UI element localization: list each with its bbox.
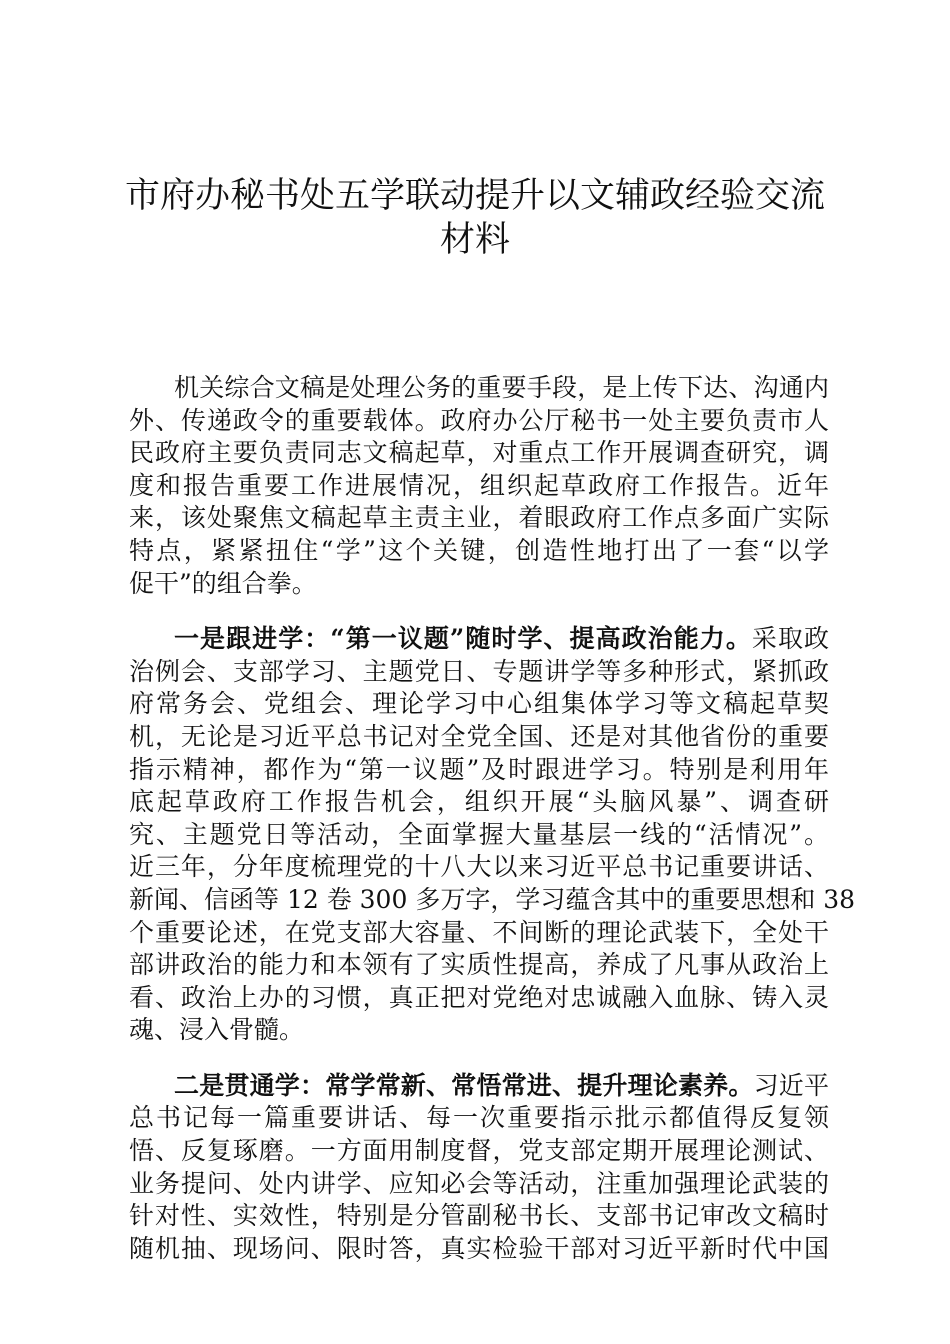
text-line: 魂、浸入骨髓。 [129, 1015, 305, 1045]
text-line: 究、主题党日等活动，全面掌握大量基层一线的“活情况”。 [129, 819, 829, 849]
text-line: 特点，紧紧扭住“学”这个关键，创造性地打出了一套“以学 [129, 535, 829, 565]
paragraph-heading: 一是跟进学：“第一议题”随时学、提高政治能力。 [174, 624, 752, 654]
text-line: 机，无论是习近平总书记对全党全国、还是对其他省份的重要 [129, 721, 829, 751]
text-line: 底起草政府工作报告机会，组织开展“头脑风暴”、调查研 [129, 787, 829, 817]
text-line: 府常务会、党组会、理论学习中心组集体学习等文稿起草契 [129, 689, 829, 719]
text-line: 业务提问、处内讲学、应知必会等活动，注重加强理论武装的 [129, 1168, 829, 1198]
text-fragment: 采取政 [751, 624, 829, 654]
paragraph-integrated-study [129, 1070, 829, 1266]
text-line: 随机抽、现场问、限时答，真实检验干部对习近平新时代中国 [129, 1233, 829, 1263]
text-line: 悟、反复琢磨。一方面用制度督，党支部定期开展理论测试、 [129, 1136, 829, 1166]
text-line: 新闻、信函等 12 卷 300 多万字，学习蕴含其中的重要思想和 38 [129, 884, 856, 914]
text-line: 外、传递政令的重要载体。政府办公厅秘书一处主要负责市人 [129, 405, 829, 435]
text-line: 针对性、实效性，特别是分管副秘书长、支部书记审改文稿时 [129, 1201, 829, 1231]
text-line: 机关综合文稿是处理公务的重要手段，是上传下达、沟通内 [174, 373, 829, 402]
title-line-1: 市府办秘书处五学联动提升以文辅政经验交流 [124, 176, 825, 216]
text-line: 指示精神，都作为“第一议题”及时跟进学习。特别是利用年 [129, 754, 829, 784]
text-line: 促干”的组合拳。 [129, 568, 317, 598]
text-line: 总书记每一篇重要讲话、每一次重要指示批示都值得反复领 [129, 1103, 829, 1133]
title-line-2: 材料 [439, 220, 510, 260]
text-line: 近三年，分年度梳理党的十八大以来习近平总书记重要讲话、 [129, 852, 829, 882]
paragraph-intro [129, 372, 829, 600]
text-line: 度和报告重要工作进展情况，组织起草政府工作报告。近年 [129, 470, 829, 500]
text-fragment: 习近平 [753, 1070, 829, 1100]
document-body [129, 372, 856, 1288]
text-line [129, 1070, 829, 1103]
text-line: 民政府主要负责同志文稿起草，对重点工作开展调查研究，调 [129, 438, 829, 468]
text-line: 来，该处聚焦文稿起草主责主业，着眼政府工作点多面广实际 [129, 503, 829, 533]
paragraph-heading: 二是贯通学：常学常新、常悟常进、提升理论素养。 [174, 1070, 754, 1100]
text-line: 看、政治上办的习惯，真正把对党绝对忠诚融入血脉、铸入灵 [129, 982, 829, 1012]
paragraph-follow-up-study [129, 623, 856, 1047]
document-title [110, 174, 840, 262]
text-line: 部讲政治的能力和本领有了实质性提高，养成了凡事从政治上 [129, 950, 829, 980]
text-line [129, 623, 829, 656]
text-line: 治例会、支部学习、主题党日、专题讲学等多种形式，紧抓政 [129, 656, 829, 686]
text-line: 个重要论述，在党支部大容量、不间断的理论武装下，全处干 [129, 917, 829, 947]
